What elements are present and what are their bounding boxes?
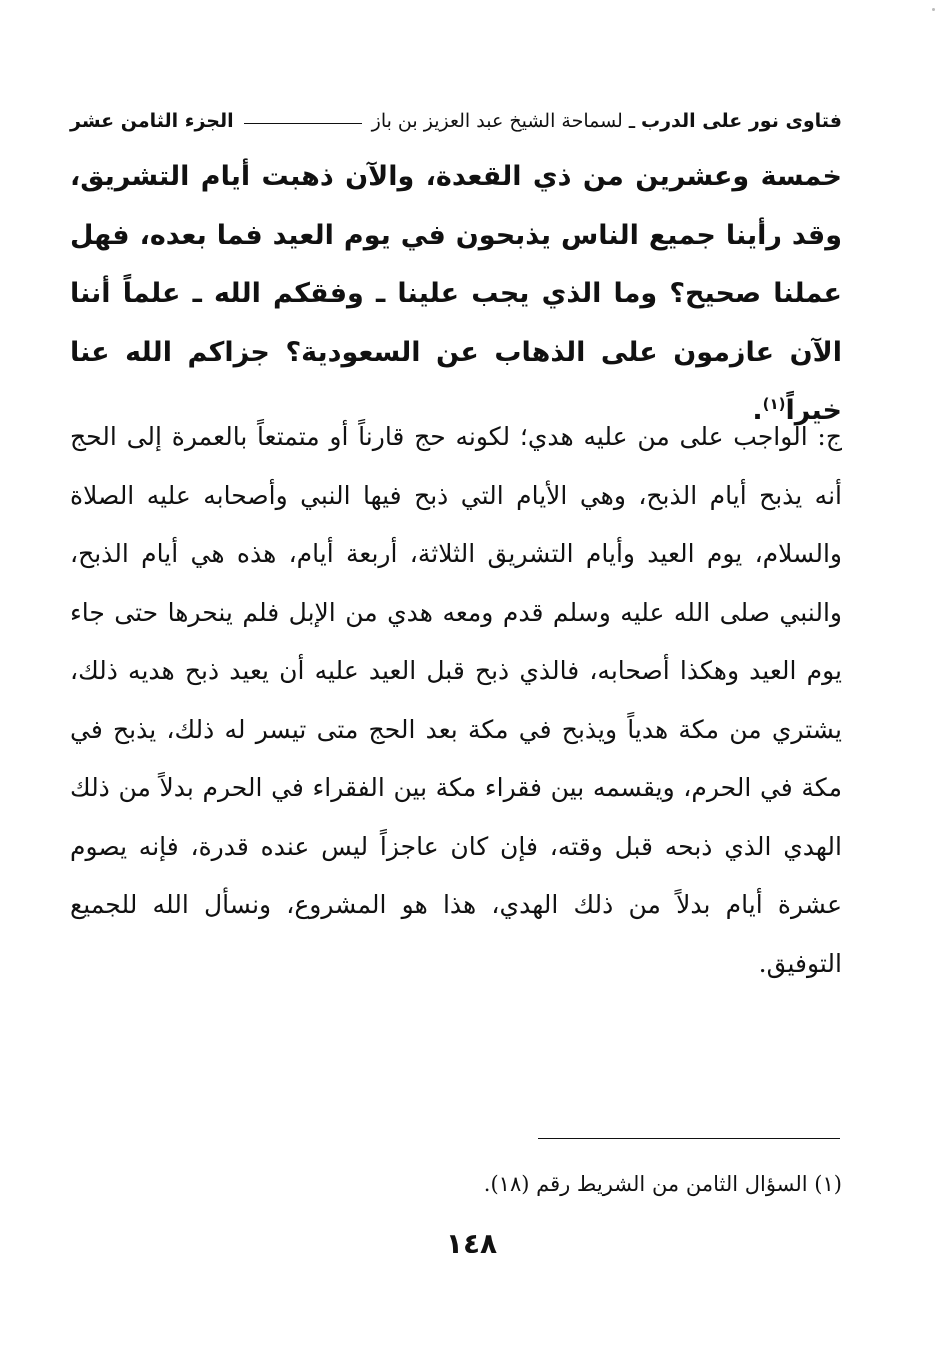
header-series-title: فتاوى نور على الدرب <box>641 110 842 132</box>
scan-speck <box>932 8 935 11</box>
answer-block <box>70 408 842 993</box>
footnote-reference: (١) <box>762 395 786 413</box>
footnote: (١) السؤال الثامن من الشريط رقم (١٨). <box>483 1172 842 1196</box>
header-author: لسماحة الشيخ عبد العزيز بن باز <box>371 110 623 132</box>
header-volume: الجزء الثامن عشر <box>70 110 234 132</box>
question-text: خمسة وعشرين من ذي القعدة، والآن ذهبت أيام التشريق، وقد رأينا جميع الناس يذبحون في يوم العيد فما بعده، فهل عملنا صحيح؟ وما الذي يجب علينا ـ وفقكم الله ـ علماً أننا الآن عازمون على الذهاب عن السعودية؟ جزاكم الله عنا خيراً <box>70 161 842 426</box>
header-rule <box>244 123 362 124</box>
page-number: ١٤٨ <box>445 1227 498 1260</box>
header-separator: ـ <box>628 109 635 133</box>
question-block <box>70 148 842 441</box>
question-paragraph <box>70 148 842 441</box>
running-header <box>70 103 842 139</box>
answer-paragraph: ج: الواجب على من عليه هدي؛ لكونه حج قارناً أو متمتعاً بالعمرة إلى الحج أنه يذبح أيام الذبح، وهي الأيام التي ذبح فيها النبي وأصحابه عليه الصلاة والسلام، يوم العيد وأيام التشريق الثلاثة، أربعة أيام، هذه هي أيام الذبح، والنبي صلى الله عليه وسلم قدم ومعه هدي من الإبل فلم ينحرها حتى جاء يوم العيد وهكذا أصحابه، فالذي ذبح قبل العيد عليه أن يعيد ذبح هديه ذلك، يشتري من مكة هدياً ويذبح في مكة بعد الحج متى تيسر له ذلك، يذبح في مكة في الحرم، ويقسمه بين فقراء مكة بين الفقراء في الحرم بدلاً من ذلك الهدي الذي ذبحه قبل وقته، فإن كان عاجزاً ليس عنده قدرة، فإنه يصوم عشرة أيام بدلاً من ذلك الهدي، هذا هو المشروع، ونسأل الله للجميع التوفيق. <box>70 422 842 978</box>
question-end-punctuation: . <box>752 395 763 426</box>
footnote-separator <box>538 1138 840 1139</box>
